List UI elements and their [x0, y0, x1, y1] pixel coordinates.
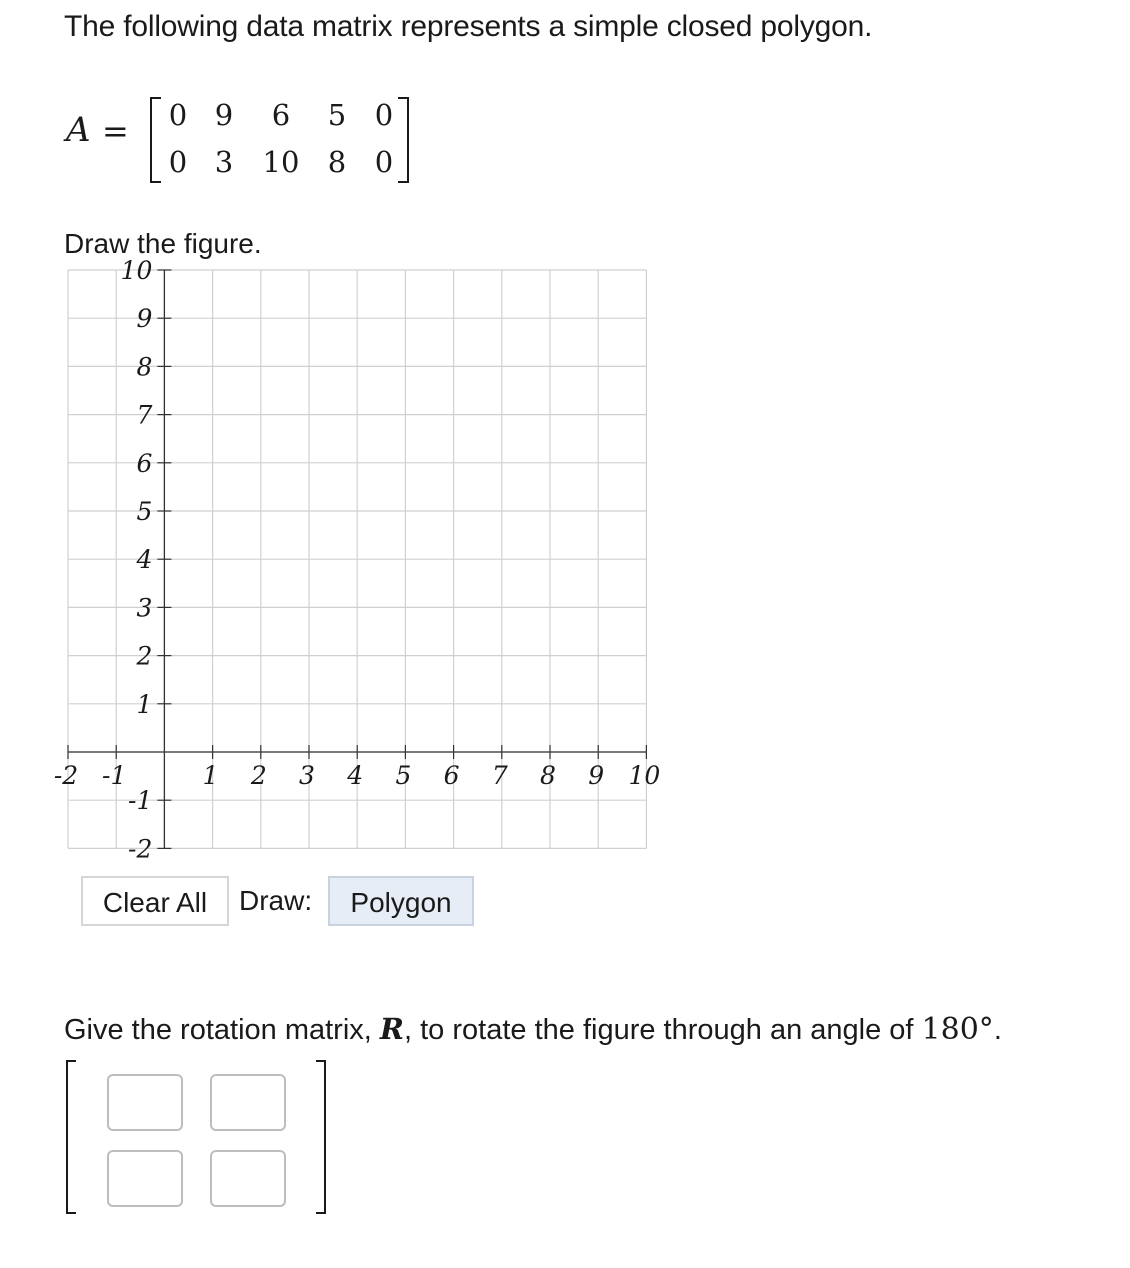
x-tick-label: 3	[299, 761, 315, 790]
y-tick-label: 1	[136, 689, 153, 719]
rotation-angle: 180°	[921, 1012, 994, 1047]
equals-sign: =	[102, 112, 129, 150]
question-text-end: .	[993, 1014, 1002, 1046]
x-tick-label: 2	[250, 761, 267, 790]
y-tick-label: 5	[136, 497, 153, 526]
y-tick-label: 10	[120, 256, 153, 285]
rotation-question	[64, 1012, 1002, 1047]
matrix-a-cell: 0	[168, 145, 188, 179]
matrix-a-cell: 8	[327, 145, 347, 179]
matrix-a-cell: 10	[262, 145, 300, 179]
draw-instruction: Draw the figure.	[64, 228, 262, 259]
problem-intro: The following data matrix represents a simple closed polygon.	[64, 10, 873, 43]
question-text-middle: , to rotate the figure through an angle of	[404, 1014, 914, 1046]
matrix-r-left-bracket	[66, 1060, 76, 1214]
matrix-a-cell: 0	[168, 98, 188, 132]
x-tick-label: 8	[540, 761, 556, 790]
polygon-tool-button[interactable]: Polygon	[328, 876, 474, 926]
y-tick-label: 3	[136, 593, 153, 623]
x-tick-label: 6	[443, 761, 460, 790]
matrix-a-cell: 3	[214, 145, 234, 179]
matrix-a-cell: 0	[374, 145, 394, 179]
matrix-r-input-11[interactable]	[107, 1074, 183, 1131]
x-tick-label: 1	[202, 761, 219, 790]
y-tick-label: 8	[136, 352, 153, 382]
matrix-a-cell: 9	[214, 98, 234, 132]
x-tick-label: 4	[347, 761, 364, 790]
x-tick-label: -2	[53, 761, 79, 790]
y-tick-label: -2	[128, 834, 153, 864]
x-tick-label: -1	[102, 761, 127, 790]
matrix-r-input-12[interactable]	[210, 1074, 286, 1131]
matrix-r-input-22[interactable]	[210, 1150, 286, 1207]
question-text-before: Give the rotation matrix,	[64, 1014, 372, 1046]
draw-label: Draw:	[239, 885, 313, 916]
matrix-a-cell: 5	[327, 98, 347, 132]
x-tick-label: 10	[628, 761, 661, 790]
matrix-a-symbol: A	[66, 110, 91, 150]
y-tick-label: -1	[128, 786, 153, 816]
matrix-a-cell: 0	[374, 98, 394, 132]
rotation-matrix-symbol: R	[379, 1012, 405, 1046]
x-tick-label: 9	[588, 761, 605, 790]
matrix-a-cell: 6	[271, 98, 291, 132]
y-tick-label: 2	[136, 641, 153, 671]
x-tick-label: 7	[491, 761, 508, 790]
matrix-r-input-21[interactable]	[107, 1150, 183, 1207]
y-tick-label: 7	[136, 400, 153, 430]
y-tick-label: 6	[136, 448, 153, 478]
graph-canvas[interactable]	[53, 256, 664, 866]
y-tick-label: 4	[136, 545, 153, 575]
matrix-r-right-bracket	[316, 1060, 326, 1214]
x-tick-label: 5	[395, 761, 412, 790]
y-tick-label: 9	[136, 304, 153, 334]
clear-all-button[interactable]: Clear All	[81, 876, 229, 926]
